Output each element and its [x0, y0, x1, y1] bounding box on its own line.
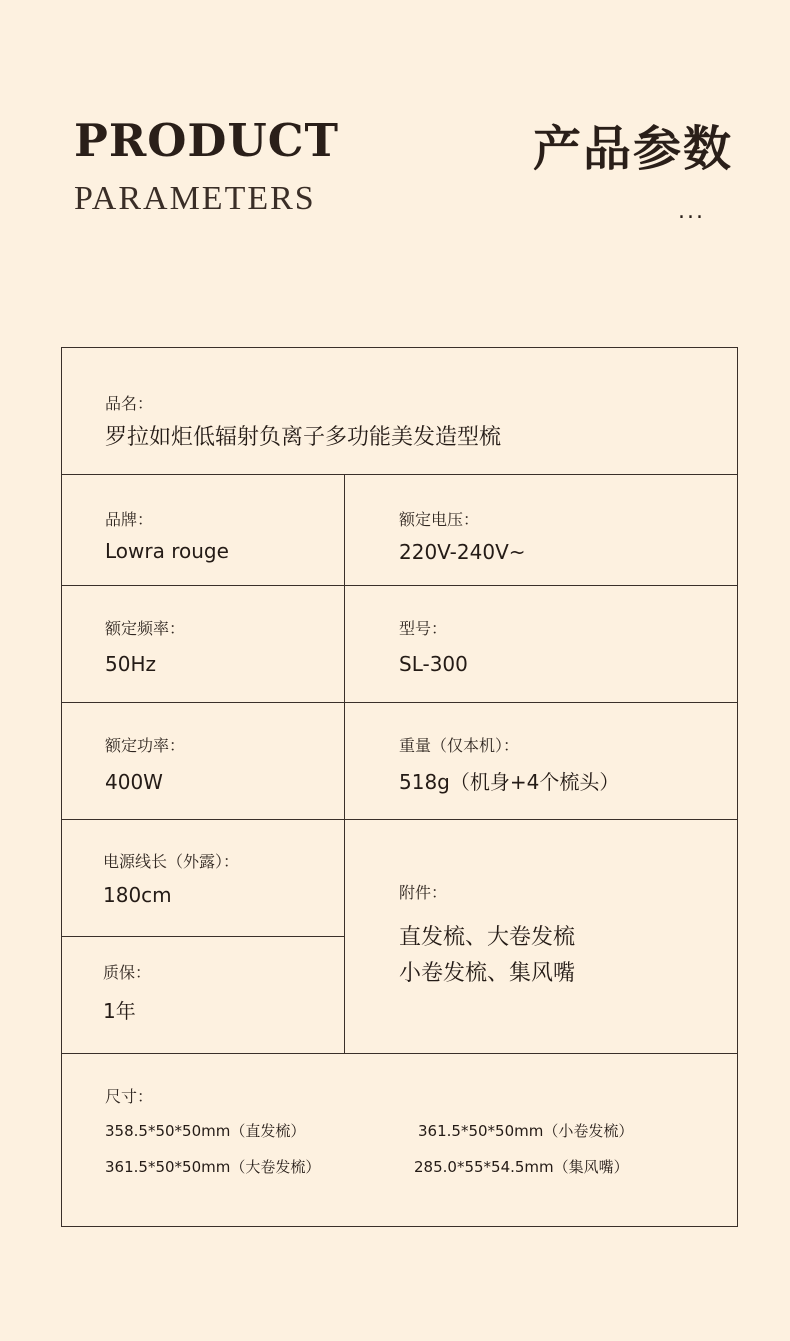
- voltage-label: 额定电压：: [399, 510, 480, 529]
- voltage-value: 220V-240V~: [399, 540, 526, 564]
- subtitle-en: PARAMETERS: [74, 180, 316, 217]
- model-value: SL-300: [399, 652, 468, 676]
- divider: [62, 474, 737, 475]
- frequency-value: 50Hz: [105, 652, 156, 676]
- parameters-table: [61, 347, 738, 1227]
- warranty-label: 质保：: [103, 963, 152, 982]
- divider: [62, 585, 737, 586]
- divider: [62, 1053, 737, 1054]
- cable-label: 电源线长（外露）：: [103, 852, 240, 871]
- weight-label: 重量（仅本机）：: [399, 736, 520, 755]
- frequency-label: 额定频率：: [105, 619, 186, 638]
- divider: [62, 702, 737, 703]
- accessories-label: 附件：: [399, 883, 448, 902]
- dots-decoration: ...: [678, 199, 705, 224]
- divider: [344, 474, 345, 1053]
- brand-value: Lowra rouge: [105, 539, 229, 563]
- size-item: 285.0*55*54.5mm（集风嘴）: [414, 1158, 629, 1176]
- weight-value: 518g（机身+4个梳头）: [399, 770, 620, 794]
- size-item: 361.5*50*50mm（小卷发梳）: [418, 1122, 634, 1140]
- title-cn: 产品参数: [533, 121, 734, 177]
- size-item: 361.5*50*50mm（大卷发梳）: [105, 1158, 321, 1176]
- warranty-value: 1年: [103, 999, 136, 1023]
- size-item: 358.5*50*50mm（直发梳）: [105, 1122, 306, 1140]
- cable-value: 180cm: [103, 883, 172, 907]
- model-label: 型号：: [399, 619, 448, 638]
- brand-label: 品牌：: [105, 510, 154, 529]
- title-en: PRODUCT: [74, 114, 340, 167]
- accessories-value: 直发梳、大卷发梳 小卷发梳、集风嘴: [399, 925, 576, 986]
- divider: [62, 936, 345, 937]
- divider: [62, 819, 737, 820]
- name-value: 罗拉如炬低辐射负离子多功能美发造型梳: [105, 425, 502, 450]
- power-value: 400W: [105, 770, 163, 794]
- size-label: 尺寸：: [105, 1087, 154, 1106]
- name-label: 品名：: [105, 394, 154, 413]
- power-label: 额定功率：: [105, 736, 186, 755]
